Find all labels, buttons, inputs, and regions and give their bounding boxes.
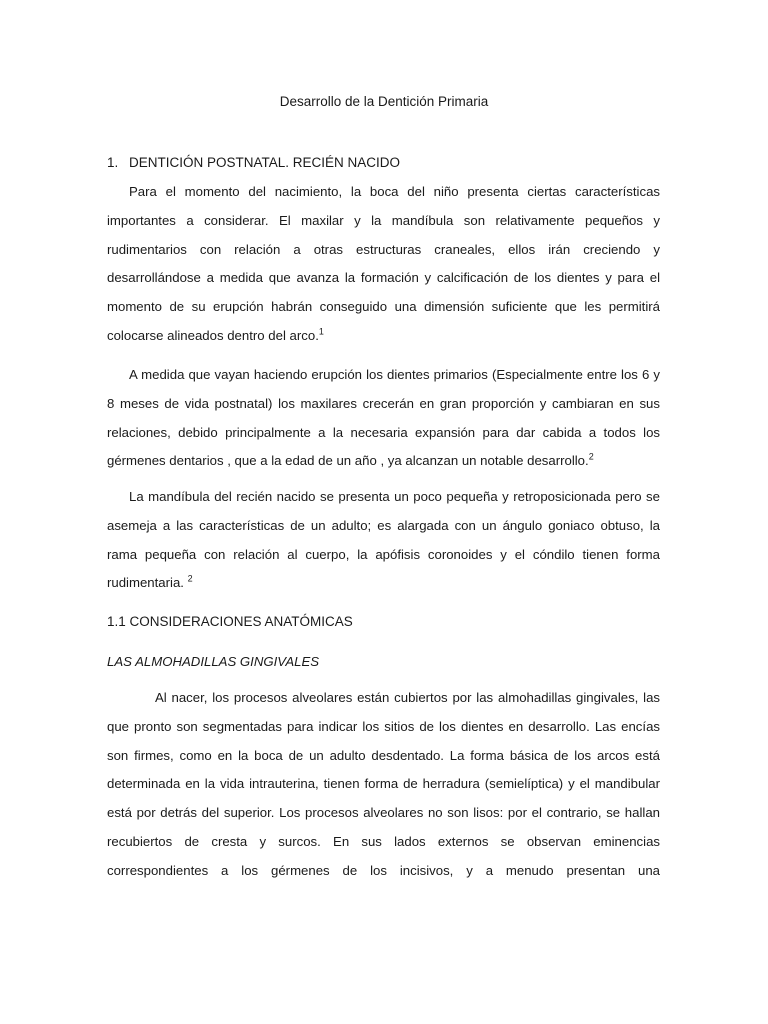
section-number: 1. bbox=[107, 155, 119, 170]
paragraph-2 bbox=[107, 361, 660, 476]
paragraph-text: A medida que vayan haciendo erupción los dientes primarios (Especialmente entre los 6 y 8 meses de vida postnatal) los maxilares crecerán en gran proporción y cambiaran en sus relaciones, debido principalmente a la necesaria expansión para dar cabida a todos los gérmenes dentarios , que a la edad de un año , ya alcanzan un notable desarrollo. bbox=[107, 367, 660, 469]
paragraph-1 bbox=[107, 178, 660, 351]
document-title: Desarrollo de la Dentición Primaria bbox=[279, 94, 489, 109]
footnote-ref: 2 bbox=[187, 574, 193, 584]
section-heading-1 bbox=[107, 153, 400, 173]
paragraph-4 bbox=[107, 684, 660, 886]
paragraph-text: Al nacer, los procesos alveolares están cubiertos por las almohadillas gingivales, las que pronto son segmentadas para indicar los sitios de los dientes en desarrollo. Las encías son firmes, como en la boca de un adulto desdentado. La forma básica de los arcos está determinada en la vida intrauterina, tienen forma de herradura (semielíptica) y el mandibular está por detrás del superior. Los procesos alveolares no son lisos: por el contrario, se hallan recubiertos de cresta y surcos. En sus lados externos se observan eminencias correspondientes a los gérmenes de los incisivos, y a menudo presentan una bbox=[107, 690, 660, 878]
paragraph-text: Para el momento del nacimiento, la boca del niño presenta ciertas características importantes a considerar. El maxilar y la mandíbula son relativamente pequeños y rudimentarios con relación a otras estructuras craneales, ellos irán creciendo y desarrollándose a medida que avanza la formación y calcificación de los dientes y para el momento de su erupción habrán conseguido una dimensión suficiente que les permitirá colocarse alineados dentro del arco. bbox=[107, 184, 660, 343]
section-title: DENTICIÓN POSTNATAL. RECIÉN NACIDO bbox=[129, 155, 401, 170]
footnote-ref: 1 bbox=[318, 326, 324, 337]
footnote-ref: 2 bbox=[588, 452, 594, 462]
paragraph-3 bbox=[107, 483, 660, 598]
paragraph-text: La mandíbula del recién nacido se presenta un poco pequeña y retroposicionada pero se asemeja a las características de un adulto; es alargada con un ángulo goniaco obtuso, la rama pequeña con relación al cuerpo, la apófisis coronoides y el cóndilo tienen forma rudimentaria. bbox=[107, 489, 660, 591]
subsection-heading: LAS ALMOHADILLAS GINGIVALES bbox=[107, 654, 320, 669]
section-heading-1-1: 1.1 CONSIDERACIONES ANATÓMICAS bbox=[107, 614, 353, 629]
